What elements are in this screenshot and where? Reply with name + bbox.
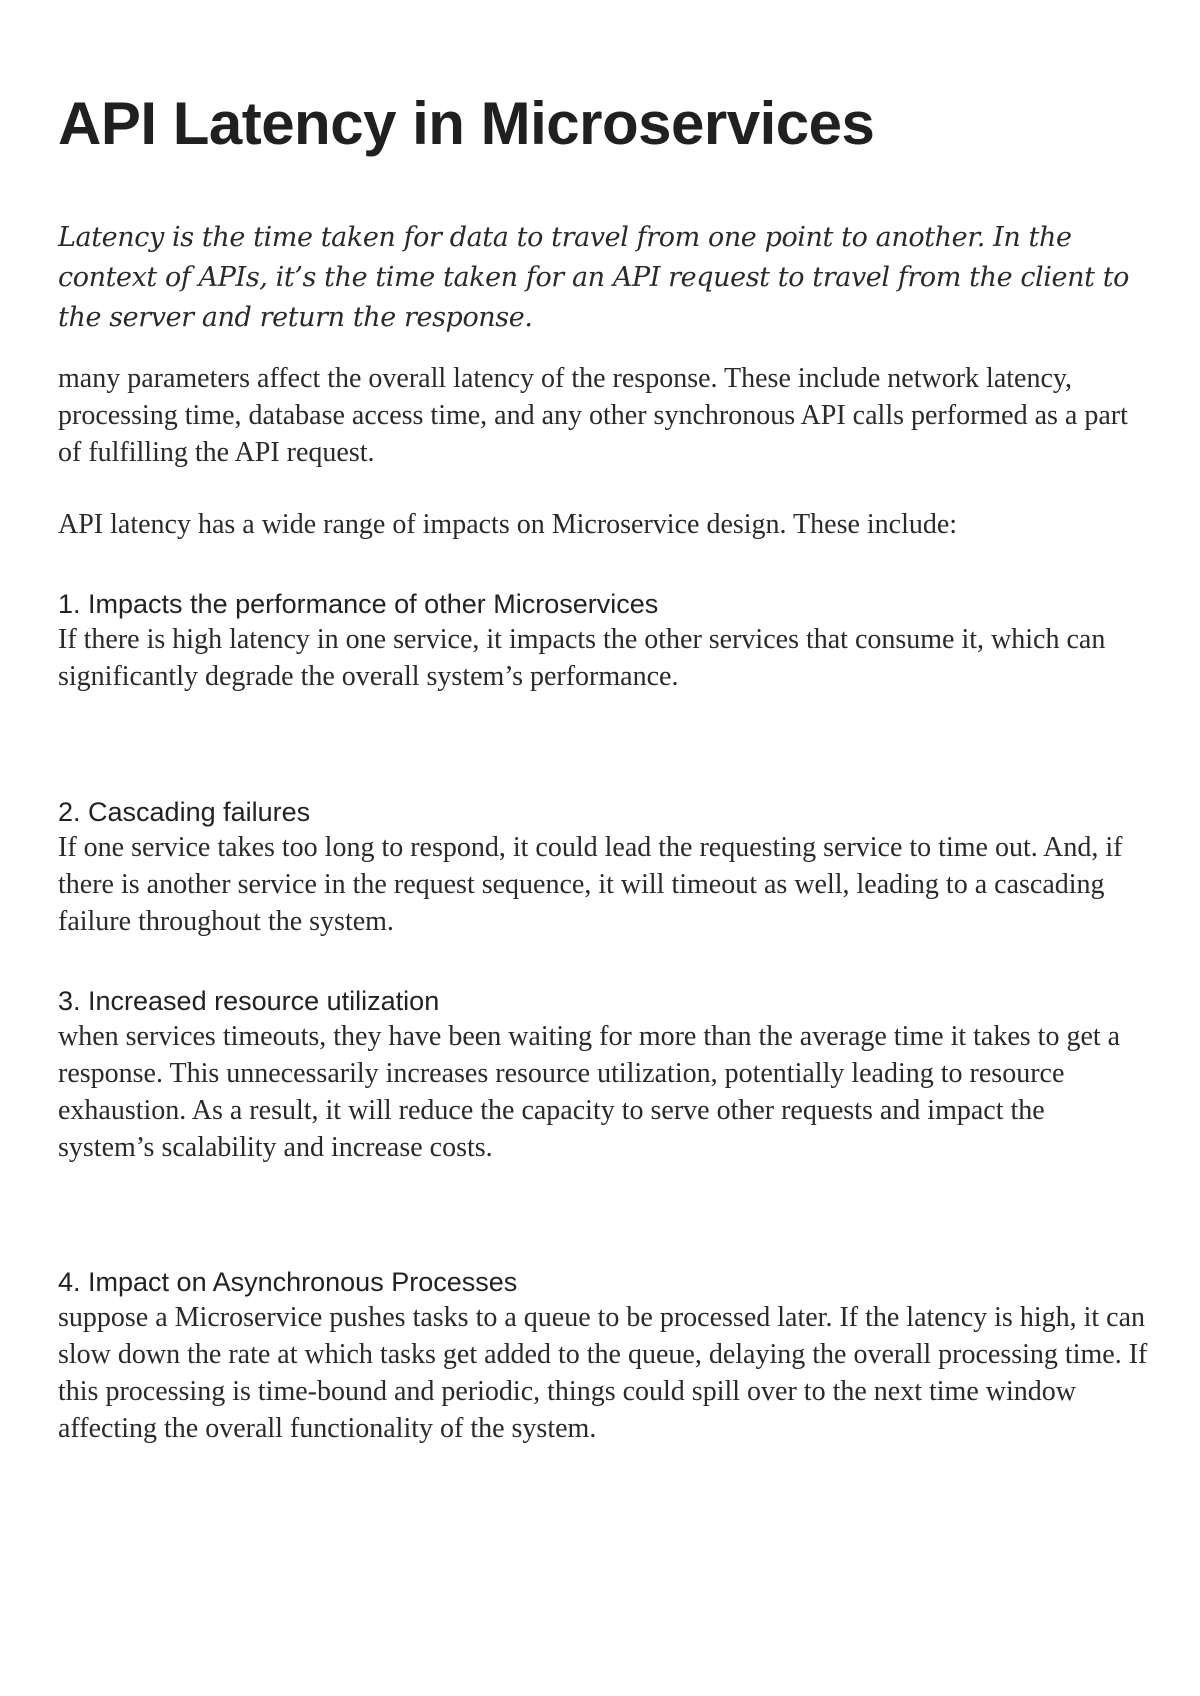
section-heading: 2. Cascading failures: [58, 797, 311, 827]
paragraph-parameters: many parameters affect the overall latency of the response. These include network latency, processing time, database access time, and any other synchronous API calls performed as a part of fulfilling the API request.: [58, 363, 1128, 468]
page-title: API Latency in Microservices: [58, 90, 875, 157]
section-heading: 1. Impacts the performance of other Microservices: [58, 589, 659, 619]
section-heading: 4. Impact on Asynchronous Processes: [58, 1267, 518, 1297]
section-heading: 3. Increased resource utilization: [58, 986, 440, 1016]
paragraph-impacts-intro: API latency has a wide range of impacts on Microservice design. These include:: [58, 509, 958, 540]
section-body: If one service takes too long to respond, it could lead the requesting service to time out. And, if there is another service in the request sequence, it will timeout as well, leading to a cascading failure throughout the system.: [58, 832, 1123, 937]
section-async-processes: [58, 1265, 1148, 1447]
section-cascading-failures: [58, 795, 1148, 940]
intro-definition: Latency is the time taken for data to travel from one point to another. In the context of APIs, it’s the time taken for an API request to travel from the client to the server and return the response.: [58, 222, 1130, 333]
section-body: If there is high latency in one service, it impacts the other services that consume it, which can significantly degrade the overall system’s performance.: [58, 624, 1106, 692]
section-body: when services timeouts, they have been waiting for more than the average time it takes to get a response. This unnecessarily increases resource utilization, potentially leading to resource exhaustion. As a result, it will reduce the capacity to serve other requests and impact the system’s scalability and increase costs.: [58, 1021, 1121, 1163]
section-resource-utilization: [58, 984, 1148, 1166]
section-performance: [58, 587, 1148, 695]
section-body: suppose a Microservice pushes tasks to a queue to be processed later. If the latency is high, it can slow down the rate at which tasks get added to the queue, delaying the overall processing time. If this processing is time-bound and periodic, things could spill over to the next time window affecting the overall functionality of the system.: [58, 1302, 1148, 1444]
